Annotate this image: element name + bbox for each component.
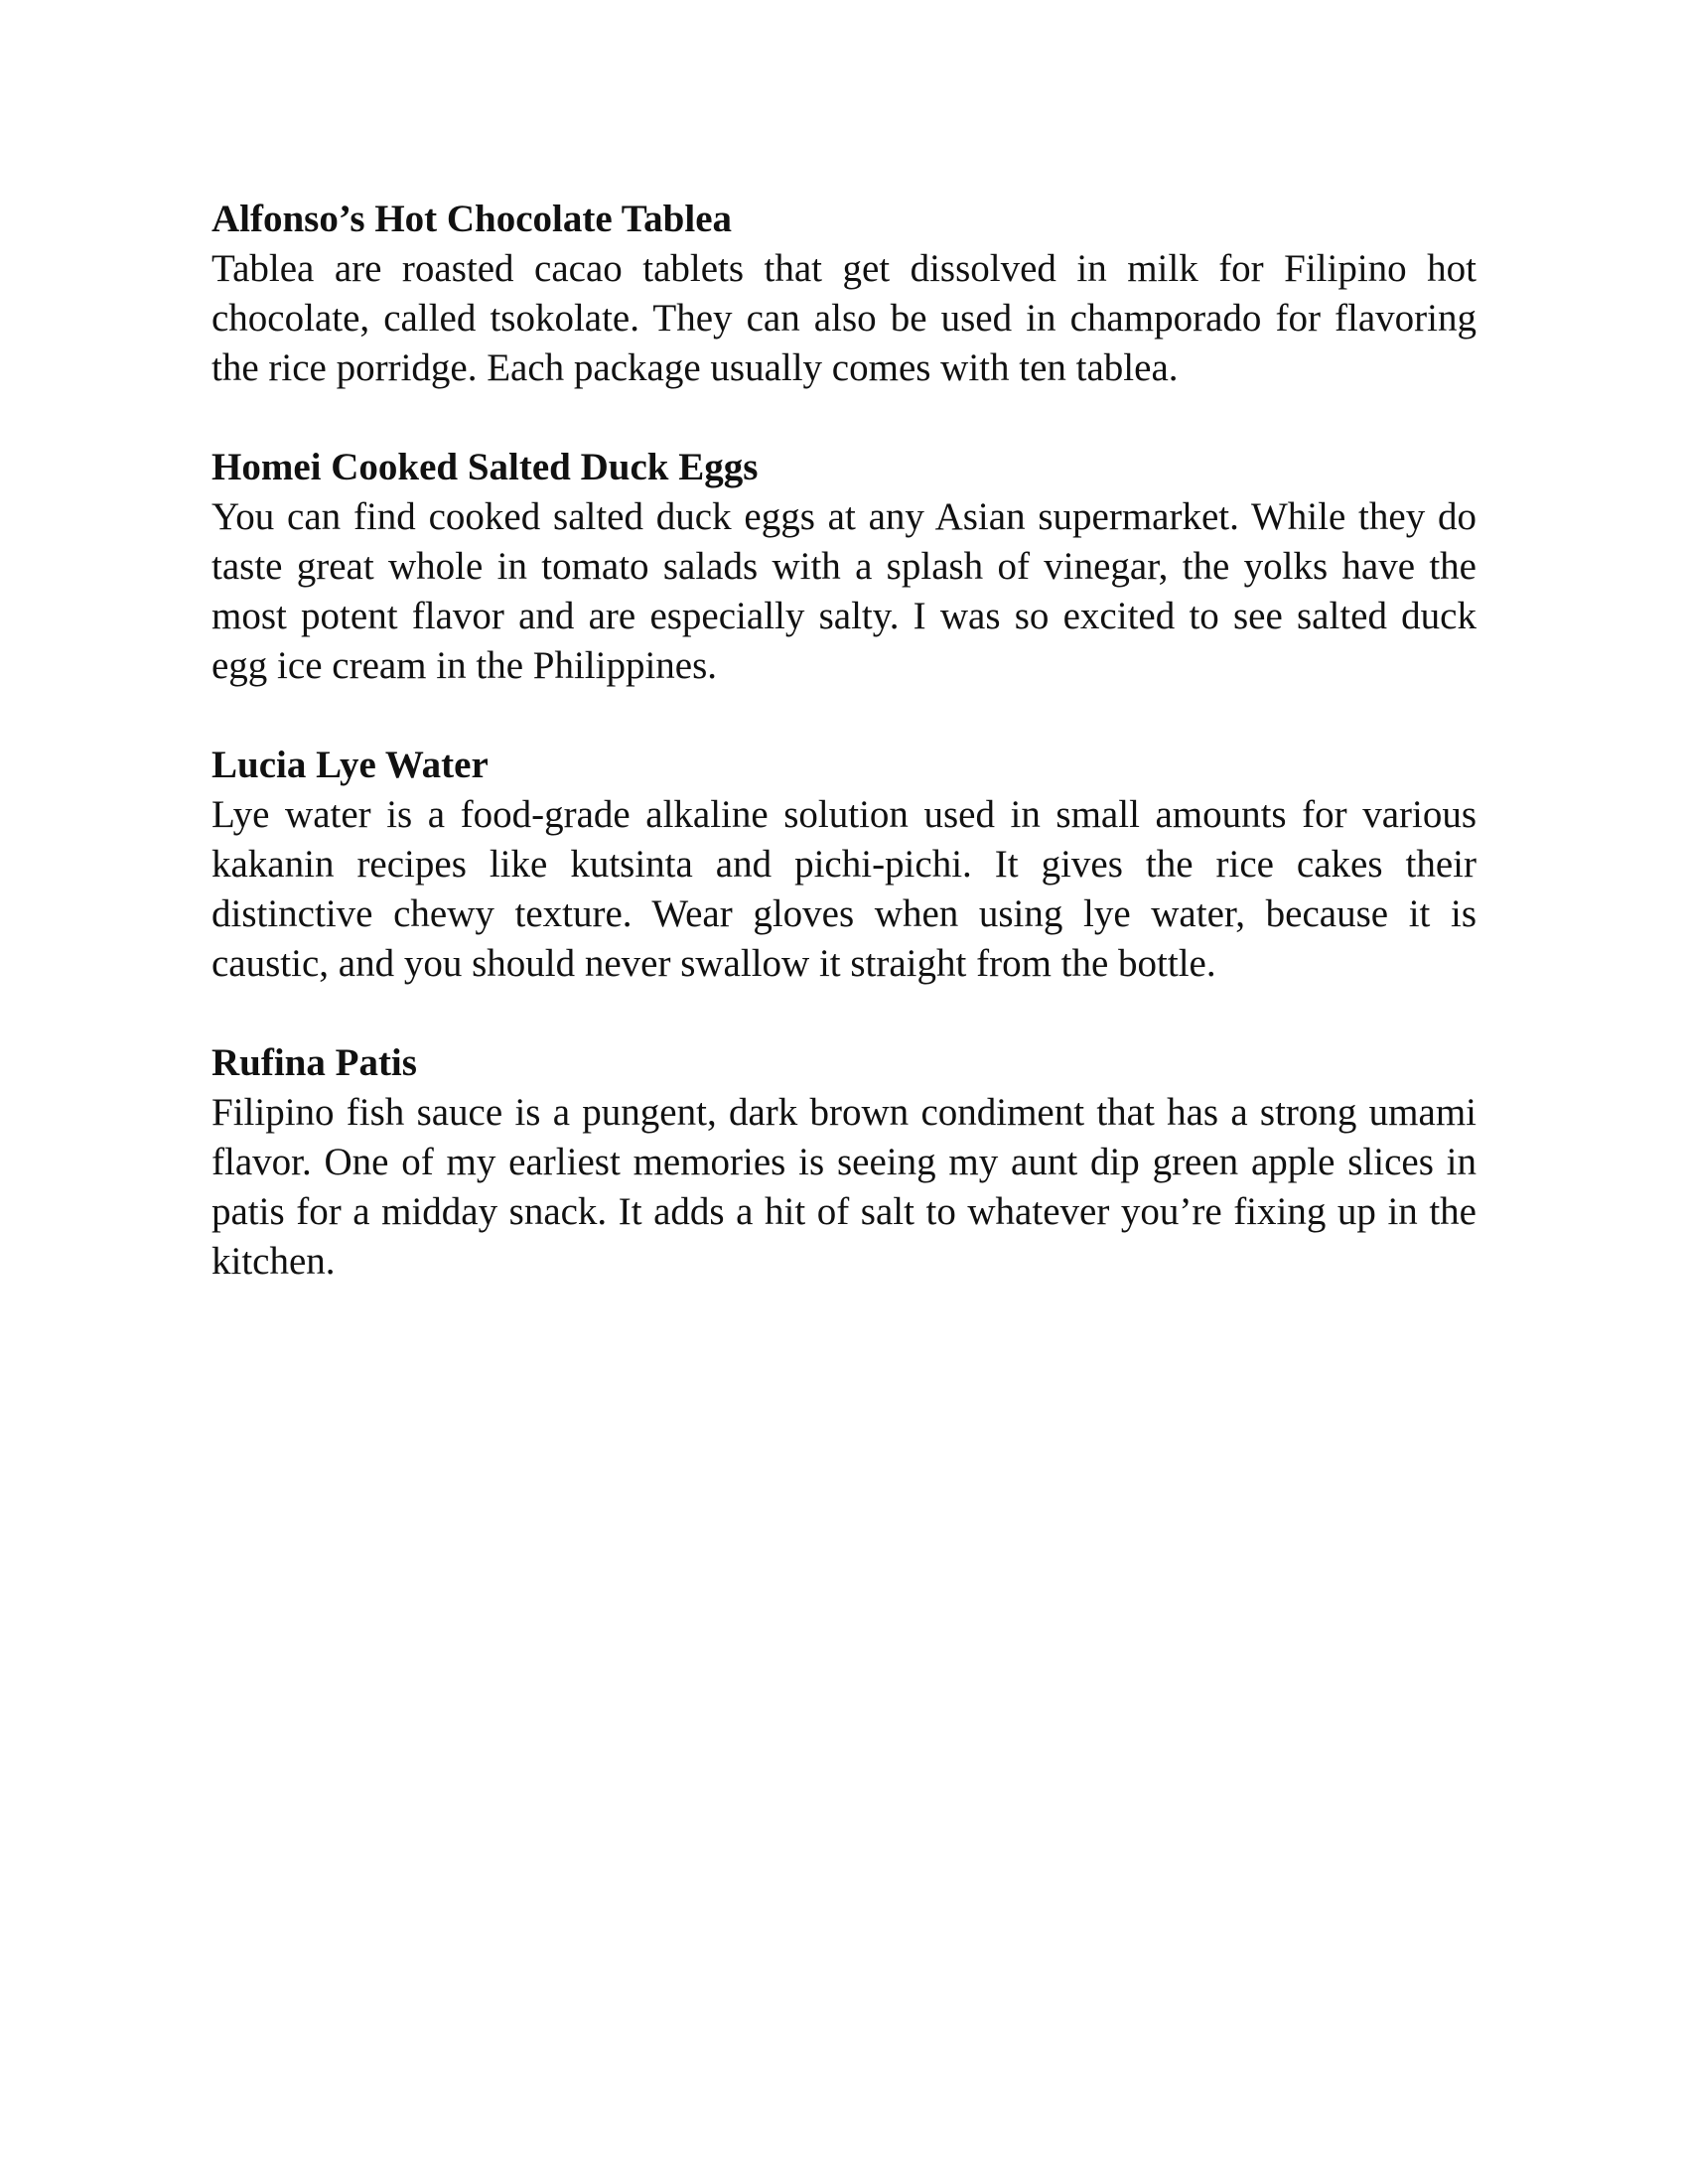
entry-salted-duck-eggs	[211, 443, 1477, 691]
entry-lye-water	[211, 741, 1477, 989]
entry-patis	[211, 1038, 1477, 1287]
entry-body: You can find cooked salted duck eggs at any Asian supermarket. While they do taste great whole in tomato salads with a splash of vinegar, the yolks have the most potent flavor and are especially salty. I was so excited to see salted duck egg ice cream in the Philippines.	[211, 495, 1477, 687]
entry-body: Filipino fish sauce is a pungent, dark brown condiment that has a strong umami flavor. One of my earliest memories is seeing my aunt dip green apple slices in patis for a midday snack. It adds a hit of salt to whatever you’re fixing up in the kitchen.	[211, 1091, 1477, 1283]
document-page	[211, 195, 1477, 1336]
entry-title: Alfonso’s Hot Chocolate Tablea	[211, 198, 733, 240]
entry-body: Lye water is a food-grade alkaline solution used in small amounts for various kakanin recipes like kutsinta and pichi-pichi. It gives the rice cakes their distinctive chewy texture. Wear gloves when using lye water, because it is caustic, and you should never swallow it straight from the bottle.	[211, 793, 1477, 985]
entry-tablea	[211, 195, 1477, 393]
entry-title: Homei Cooked Salted Duck Eggs	[211, 446, 759, 488]
entry-body: Tablea are roasted cacao tablets that get dissolved in milk for Filipino hot chocolate, called tsokolate. They can also be used in champorado for flavoring the rice porridge. Each package usually comes with ten tablea.	[211, 247, 1477, 389]
entry-title: Lucia Lye Water	[211, 744, 489, 786]
entry-title: Rufina Patis	[211, 1041, 417, 1084]
